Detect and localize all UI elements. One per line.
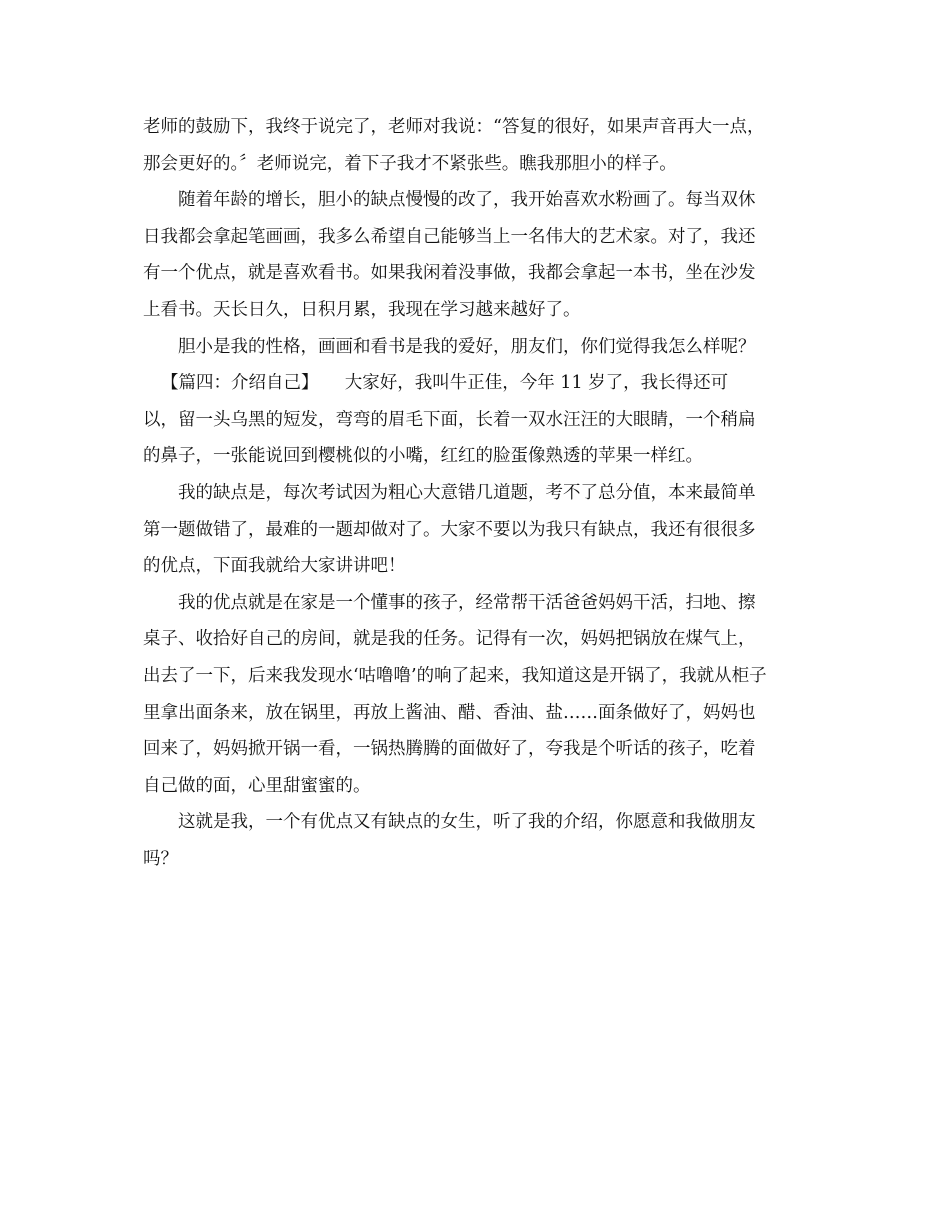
text-line: 以，留一头乌黑的短发，弯弯的眉毛下面，长着一双水汪汪的大眼睛，一个稍扁: [143, 409, 756, 430]
text-line: 这就是我，一个有优点又有缺点的女生，听了我的介绍，你愿意和我做朋友: [178, 812, 756, 833]
text-line: 我的缺点是，每次考试因为粗心大意错几道题，考不了总分值，本来最简单: [178, 482, 756, 503]
section-heading-line: 【篇四：介绍自己】 大家好，我叫牛正佳，今年 11 岁了，我长得还可: [161, 373, 729, 394]
text-line: 日我都会拿起笔画画，我多么希望自己能够当上一名伟大的艺术家。对了，我还: [143, 226, 756, 247]
text-line: 的优点，下面我就给大家讲讲吧！: [143, 556, 406, 577]
text-line: 自己做的面，心里甜蜜蜜的。: [143, 775, 371, 796]
text-line: 的鼻子，一张能说回到樱桃似的小嘴，红红的脸蛋像熟透的苹果一样红。: [143, 446, 703, 467]
text-line: 我的优点就是在家是一个懂事的孩子，经常帮干活爸爸妈妈干活，扫地、擦: [178, 592, 756, 613]
text-line: 第一题做错了，最难的一题却做对了。大家不要以为我只有缺点，我还有很很多: [143, 519, 756, 540]
text-line: 老师的鼓励下，我终于说完了，老师对我说：“答复的很好，如果声音再大一点，: [143, 117, 765, 137]
text-line: 有一个优点，就是喜欢看书。如果我闲着没事做，我都会拿起一本书，坐在沙发: [143, 263, 756, 284]
text-line: 回来了，妈妈掀开锅一看，一锅热腾腾的面做好了，夸我是个听话的孩子，吃着: [143, 739, 756, 760]
text-line: 出去了一下，后来我发现水‘咕噜噜’的响了起来，我知道这是开锅了，我就从柜子: [143, 665, 767, 686]
text-line: 桌子、收拾好自己的房间，就是我的任务。记得有一次，妈妈把锅放在煤气上，: [143, 629, 756, 650]
text-line: 胆小是我的性格，画画和看书是我的爱好，朋友们，你们觉得我怎么样呢？: [178, 336, 756, 357]
text-line: 吗？: [143, 848, 178, 869]
text-line: 随着年龄的增长，胆小的缺点慢慢的改了，我开始喜欢水粉画了。每当双休: [178, 190, 756, 211]
text-line: 里拿出面条来，放在锅里，再放上酱油、醋、香油、盐……面条做好了，妈妈也: [143, 702, 756, 723]
document-body: [143, 109, 813, 877]
text-line: 上看书。天长日久，日积月累，我现在学习越来越好了。: [143, 299, 581, 320]
text-line: 那会更好的。〞老师说完，着下子我才不紧张些。瞧我那胆小的样子。: [143, 153, 677, 174]
